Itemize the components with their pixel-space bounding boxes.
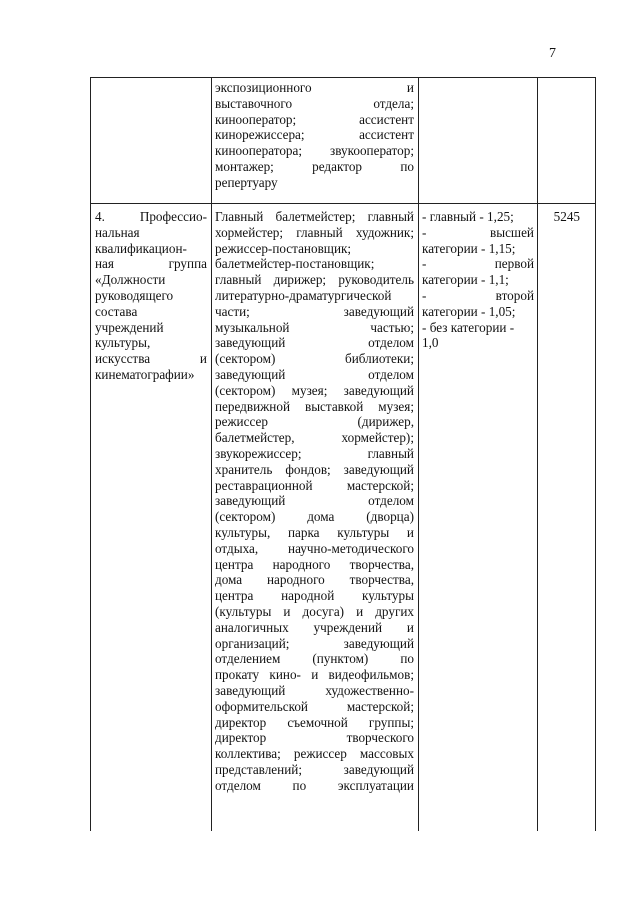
position-list-cell xyxy=(215,209,414,793)
table-text-line: - главный - 1,25; xyxy=(422,209,514,224)
table-text-line: заведующий отделом xyxy=(215,493,414,509)
table-text-line: культуры, xyxy=(95,335,151,351)
table-text-line: дома народного творчества, xyxy=(215,572,414,588)
table-text-line: отделом по эксплуатации xyxy=(215,777,414,793)
table-text-line: заведующий художественно- xyxy=(215,682,414,698)
table-text-line: руководящего xyxy=(95,287,174,303)
table-text-line: режиссер-постановщик; xyxy=(215,240,352,256)
table-text-line: состава xyxy=(95,303,138,319)
table-text-line: коллектива; режиссер массовых xyxy=(215,746,414,762)
table-text-line: нальная xyxy=(95,224,140,240)
table-text-line: прокату кино- и видеофильмов; xyxy=(215,667,414,683)
table-text-line: организаций; заведующий xyxy=(215,635,414,651)
table-text-line: директор творческого xyxy=(215,730,414,746)
page-number: 7 xyxy=(549,46,556,61)
table-text-line: литературно-драматургической xyxy=(215,287,392,303)
table-text-line: (культуры и досуга) и других xyxy=(215,603,414,619)
column-divider-3 xyxy=(537,77,538,831)
table-text-line: 4. Профессио- xyxy=(95,209,207,224)
table-text-line: оформительской мастерской; xyxy=(215,698,414,714)
table-text-line: (сектором) музея; заведующий xyxy=(215,382,414,398)
table-text-line: музыкальной частью; xyxy=(215,319,414,335)
table-text-line: монтажер; редактор по xyxy=(215,158,414,174)
coefficient-cell xyxy=(422,209,534,351)
table-text-line: балетмейстер, хормейстер); xyxy=(215,430,414,446)
table-text-line: категории - 1,15; xyxy=(422,240,516,256)
table-text-line: «Должности xyxy=(95,272,166,288)
table-border-right xyxy=(595,77,596,831)
table-text-line: - без категории - xyxy=(422,319,515,335)
table-text-line: - высшей xyxy=(422,224,534,240)
table-text-line: заведующий отделом xyxy=(215,366,414,382)
table-text-line: ная группа xyxy=(95,256,207,272)
qualification-group-cell xyxy=(95,209,207,383)
table-text-line: режиссер (дирижер, xyxy=(215,414,414,430)
table-text-line: передвижной выставкой музея; xyxy=(215,398,414,414)
table-text-line: выставочного отдела; xyxy=(215,95,414,111)
table-text-line: 1,0 xyxy=(422,335,439,351)
table-text-line: аналогичных учреждений и xyxy=(215,619,414,635)
row-divider xyxy=(90,203,596,204)
table-border-left xyxy=(90,77,91,831)
table-text-line: экспозиционного и xyxy=(215,80,414,95)
table-text-line: категории - 1,05; xyxy=(422,303,516,319)
column-divider-2 xyxy=(418,77,419,831)
table-text-line: - первой xyxy=(422,256,534,272)
table-text-line: хормейстер; главный художник; xyxy=(215,224,414,240)
table-text-line: категории - 1,1; xyxy=(422,272,509,288)
table-text-line: хранитель фондов; заведующий xyxy=(215,461,414,477)
table-text-line: кинооператор; ассистент xyxy=(215,111,414,127)
table-text-line: репертуару xyxy=(215,174,278,190)
table-text-line: учреждений xyxy=(95,319,164,335)
table-text-line: части; заведующий xyxy=(215,303,414,319)
table-border-top xyxy=(90,77,596,78)
column-divider-1 xyxy=(211,77,212,831)
table-text-line: звукорежиссер; главный xyxy=(215,445,414,461)
table-text-line: Главный балетмейстер; главный xyxy=(215,209,414,224)
table-text-line: директор съемочной группы; xyxy=(215,714,414,730)
table-text-line: кинооператора; звукооператор; xyxy=(215,143,414,159)
table-text-line: отделением (пунктом) по xyxy=(215,651,414,667)
table-text-line: центра народного творчества, xyxy=(215,556,414,572)
table-text-line: реставрационной мастерской; xyxy=(215,477,414,493)
table-text-line: балетмейстер-постановщик; xyxy=(215,256,375,272)
table-text-line: центра народной культуры xyxy=(215,588,414,604)
table-text-line: искусства и xyxy=(95,351,207,367)
table-text-line: отдыха, научно-методического xyxy=(215,540,414,556)
table-text-line: - второй xyxy=(422,287,534,303)
table-text-line: культуры, парка культуры и xyxy=(215,524,414,540)
table-text-line: (сектором) дома (дворца) xyxy=(215,509,414,525)
salary-cell: 5245 xyxy=(553,209,580,224)
table-text-line: кинематографии» xyxy=(95,366,195,382)
table-text-line: квалификацион- xyxy=(95,240,187,256)
table-text-line: (сектором) библиотеки; xyxy=(215,351,414,367)
table-text-line: кинорежиссера; ассистент xyxy=(215,127,414,143)
table-text-line: заведующий отделом xyxy=(215,335,414,351)
table-text-line: главный дирижер; руководитель xyxy=(215,272,414,288)
table-text-line: представлений; заведующий xyxy=(215,761,414,777)
top-row-description xyxy=(215,80,414,191)
